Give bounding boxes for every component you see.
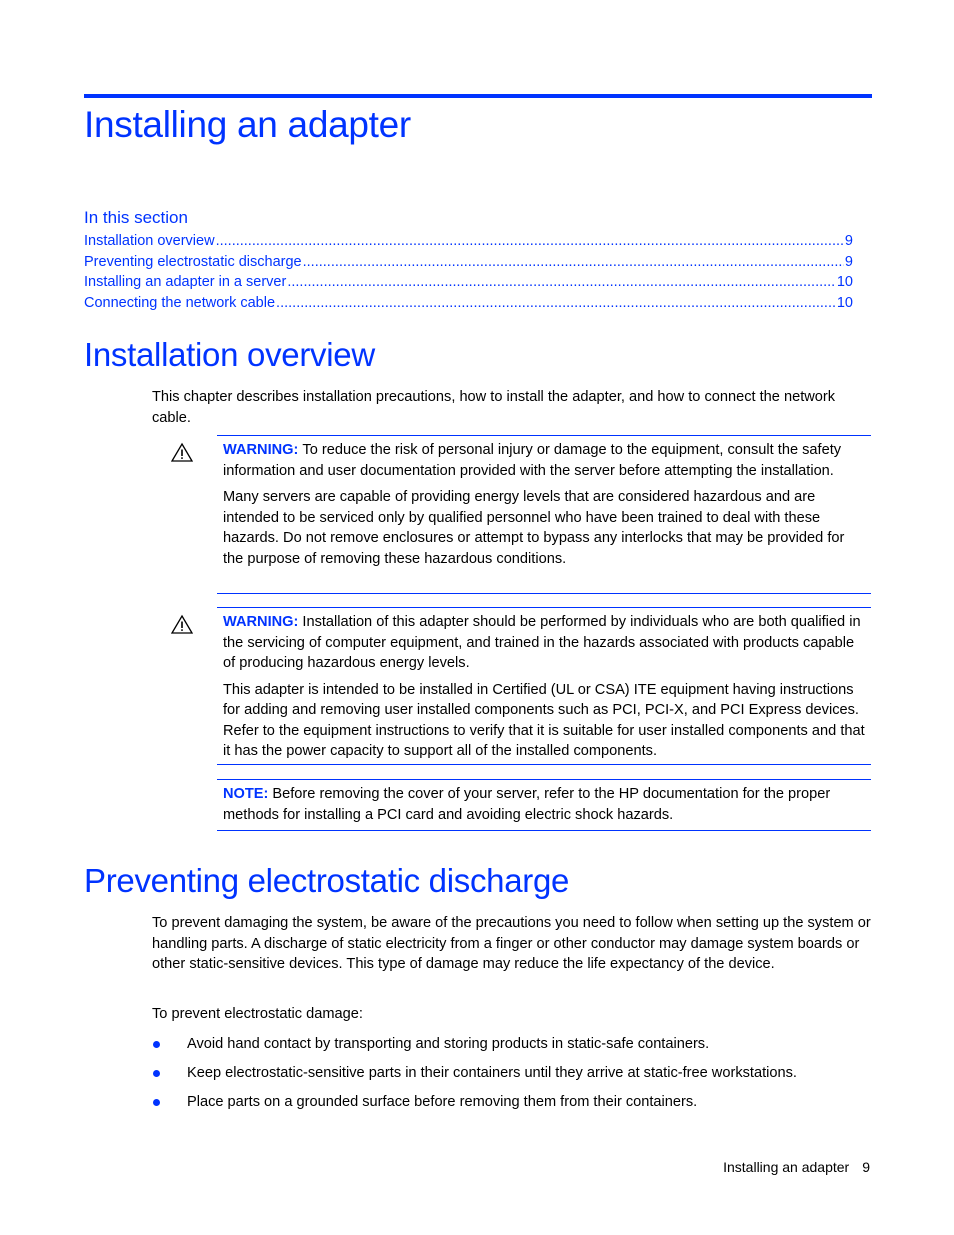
overview-intro: This chapter describes installation precautions, how to install the adapter, and how to connect the network cable. xyxy=(152,389,836,426)
toc-label: Preventing electrostatic discharge xyxy=(84,253,302,270)
warning-paragraph-secondary: This adapter is intended to be installed in Certified (UL or CSA) ITE equipment having instructions for adding and removing user installed components such as PCI, PCI-X, and PCI Express devices. Refer to the equipment instructions to verify that it is suitable for user installed components and that it has the power capacity to support all of the installed components. xyxy=(223,681,865,759)
toc-page-number: 9 xyxy=(844,253,853,270)
note-text: Before removing the cover of your server, refer to the HP documentation for the proper methods for installing a PCI card and avoiding electric shock hazards. xyxy=(223,786,831,823)
warning-paragraph xyxy=(223,612,865,674)
toc-label: Installation overview xyxy=(84,233,215,249)
warning-label: WARNING: xyxy=(223,442,299,458)
note-label: NOTE: xyxy=(223,786,269,802)
warning-callout-safety xyxy=(217,435,871,594)
toc-leader xyxy=(276,293,836,314)
list-item xyxy=(152,1063,874,1092)
bullet-icon xyxy=(153,1041,160,1048)
warning-triangle-icon xyxy=(171,614,193,634)
note-paragraph xyxy=(223,784,865,825)
toc-page-number: 9 xyxy=(844,233,853,249)
toc-link-preventing-esd[interactable] xyxy=(84,252,853,273)
toc-link-installation-overview[interactable] xyxy=(84,231,853,252)
toc-list xyxy=(84,231,853,313)
note-callout xyxy=(217,779,871,831)
toc-leader xyxy=(216,231,844,252)
bullet-icon xyxy=(153,1070,160,1077)
footer-page-number: 9 xyxy=(862,1159,870,1175)
footer-label: Installing an adapter xyxy=(723,1159,850,1175)
toc-leader xyxy=(303,252,844,273)
toc-heading: In this section xyxy=(84,208,188,227)
warning-paragraph xyxy=(223,440,865,481)
bullet-text: Avoid hand contact by transporting and storing products in static-safe containers. xyxy=(187,1036,710,1052)
page-footer xyxy=(723,1157,870,1177)
esd-bullet-list xyxy=(152,1034,874,1121)
toc-page-number: 10 xyxy=(836,294,853,311)
section-title-installation-overview: Installation overview xyxy=(84,336,375,373)
list-item xyxy=(152,1034,874,1063)
chapter-top-rule xyxy=(84,94,872,98)
chapter-title: Installing an adapter xyxy=(84,104,411,145)
list-item xyxy=(152,1092,874,1121)
toc-label: Installing an adapter in a server xyxy=(84,274,287,290)
toc-page-number: 10 xyxy=(836,274,853,290)
section-title-preventing-esd: Preventing electrostatic discharge xyxy=(84,862,570,899)
warning-label: WARNING: xyxy=(223,614,299,630)
bullet-icon xyxy=(153,1099,160,1106)
toc-leader xyxy=(287,272,836,293)
warning-text: Installation of this adapter should be performed by individuals who are both qualified in the servicing of computer equipment, and trained in the hazards associated with products capable of producing hazardous energy levels. xyxy=(223,614,861,671)
warning-paragraph-secondary: Many servers are capable of providing energy levels that are considered hazardous and are intended to be serviced only by qualified personnel who have been trained to deal with these hazards. Do not remove enclosures or attempt to bypass any interlocks that may be provided for the purpose of removing these hazardous conditions. xyxy=(223,489,845,567)
bullet-text: Keep electrostatic-sensitive parts in their containers until they arrive at static-free workstations. xyxy=(187,1065,797,1081)
bullet-text: Place parts on a grounded surface before removing them from their containers. xyxy=(187,1094,698,1110)
toc-label: Connecting the network cable xyxy=(84,294,276,311)
toc-link-network-cable[interactable] xyxy=(84,293,853,314)
toc-link-installing-adapter[interactable] xyxy=(84,272,853,293)
warning-triangle-icon xyxy=(171,442,193,462)
esd-intro: To prevent damaging the system, be aware of the precautions you need to follow when setting up the system or handling parts. A discharge of static electricity from a finger or other conductor may damage system boards or other static-sensitive devices. This type of damage may reduce the life expectancy of the device. xyxy=(152,915,871,973)
warning-callout-qualified xyxy=(217,607,871,765)
esd-lead: To prevent electrostatic damage: xyxy=(152,1006,363,1022)
warning-text: To reduce the risk of personal injury or damage to the equipment, consult the safety information and user documentation provided with the server before attempting the installation. xyxy=(223,442,842,479)
